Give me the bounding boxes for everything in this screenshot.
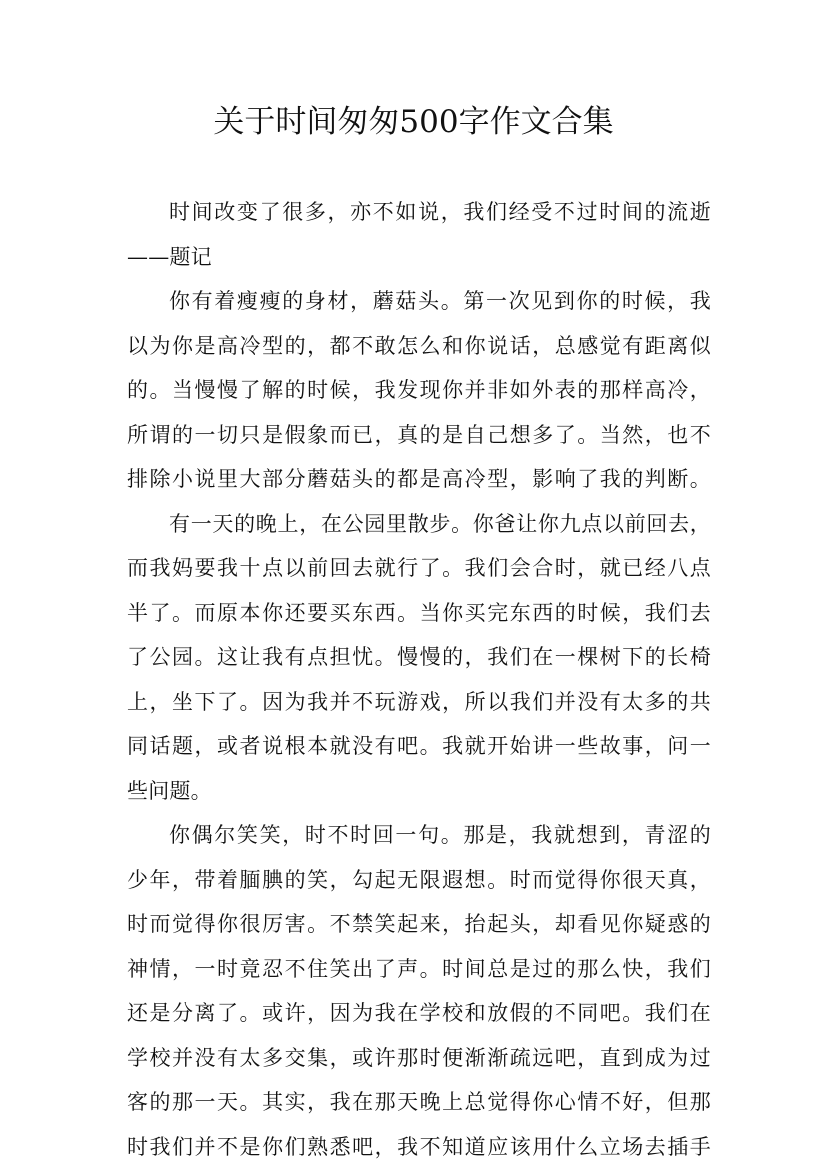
text-line: 些问题。: [127, 778, 212, 803]
document-body: [127, 190, 711, 1169]
text-line: 的。当慢慢了解的时候，我发现你并非如外表的那样高冷，: [127, 378, 711, 402]
text-line: 你有着瘦瘦的身材，蘑菇头。第一次见到你的时候，我: [169, 289, 711, 313]
text-line: 客的那一天。其实，我在那天晚上总觉得你心情不好，但那: [127, 1090, 711, 1114]
text-line: 所谓的一切只是假象而已，真的是自己想多了。当然，也不: [127, 422, 711, 447]
text-line: 还是分离了。或许，因为我在学校和放假的不同吧。我们在: [127, 1001, 711, 1025]
text-line: 时我们并不是你们熟悉吧，我不知道应该用什么立场去插手: [127, 1134, 711, 1159]
text-line: 以为你是高冷型的，都不敢怎么和你说话，总感觉有距离似: [127, 333, 711, 358]
text-line: ——题记: [127, 244, 212, 269]
text-line: 半了。而原本你还要买东西。当你买完东西的时候，我们去: [127, 600, 711, 625]
text-line: 而我妈要我十点以前回去就行了。我们会合时，就已经八点: [127, 556, 711, 580]
text-line: 少年，带着腼腆的笑，勾起无限遐想。时而觉得你很天真，: [127, 867, 711, 892]
text-line: 排除小说里大部分蘑菇头的都是高冷型，影响了我的判断。: [127, 467, 711, 491]
text-line: 上，坐下了。因为我并不玩游戏，所以我们并没有太多的共: [127, 689, 711, 714]
text-line: 同话题，或者说根本就没有吧。我就开始讲一些故事，问一: [127, 734, 711, 758]
text-line: 学校并没有太多交集，或许那时便渐渐疏远吧，直到成为过: [127, 1045, 711, 1070]
text-line: 有一天的晚上，在公园里散步。你爸让你九点以前回去，: [169, 511, 711, 536]
text-line: 了公园。这让我有点担忧。慢慢的，我们在一棵树下的长椅: [127, 645, 711, 669]
text-line: 神情，一时竟忍不住笑出了声。时间总是过的那么快，我们: [127, 956, 711, 981]
text-line: 时而觉得你很厉害。不禁笑起来，抬起头，却看见你疑惑的: [127, 912, 711, 936]
document-title: 关于时间匆匆500字作文合集: [213, 104, 614, 140]
text-line: 你偶尔笑笑，时不时回一句。那是，我就想到，青涩的: [169, 823, 711, 847]
text-line: 时间改变了很多，亦不如说，我们经受不过时间的流逝: [169, 200, 711, 224]
